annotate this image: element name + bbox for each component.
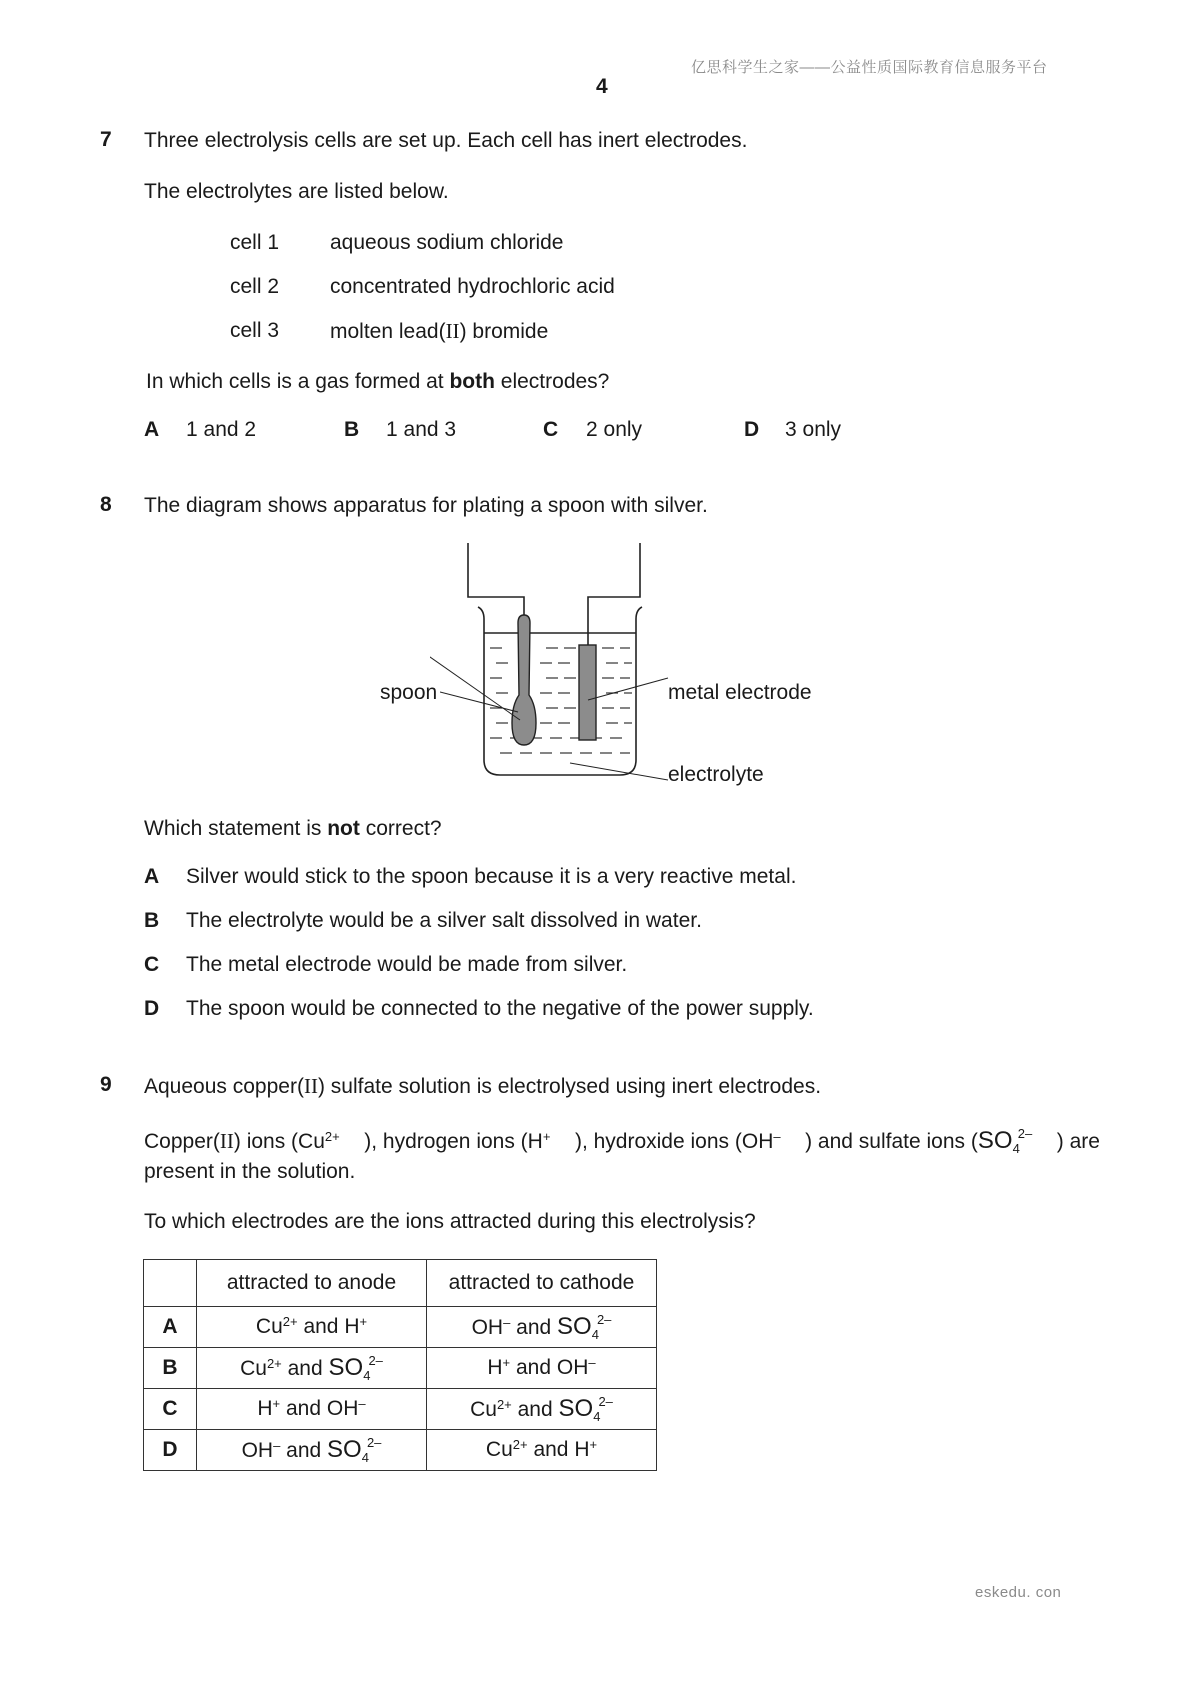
q8-option-b-letter: B xyxy=(144,909,160,932)
q9-question: To which electrodes are the ions attracted during this electrolysis? xyxy=(144,1210,756,1233)
row-c-cathode: $Cu^{2+}$ and $SO_4^{2-}$ xyxy=(427,1389,657,1430)
diagram-label-spoon: spoon xyxy=(380,681,438,704)
table-row xyxy=(144,1430,657,1471)
q8-option-a-text: Silver would stick to the spoon because it is a very reactive metal. xyxy=(186,865,797,888)
q7-option-a-text: 1 and 2 xyxy=(186,418,257,441)
row-letter-a: A xyxy=(144,1307,197,1348)
row-a-cathode: OH– and $SO_4^{2-}$ xyxy=(427,1307,657,1348)
question-number-7: 7 xyxy=(100,128,112,151)
table-header-anode: attracted to anode xyxy=(197,1260,427,1307)
q7-question: In which cells is a gas formed at both electrodes? xyxy=(146,370,610,393)
q8-option-d-text: The spoon would be connected to the negative of the power supply. xyxy=(186,997,814,1020)
q8-option-c-letter: C xyxy=(144,953,160,976)
row-c-anode: H+ and OH– xyxy=(197,1389,427,1430)
wire-right xyxy=(588,543,640,645)
q7-option-b-text: 1 and 3 xyxy=(386,418,457,441)
row-letter-b: B xyxy=(144,1348,197,1389)
q7-option-c-letter: C xyxy=(543,418,559,441)
footer-site-text: eskedu. con xyxy=(975,1584,1062,1601)
row-a-anode: $Cu^{2+}$ and H+ xyxy=(197,1307,427,1348)
q7-intro: The electrolytes are listed below. xyxy=(144,180,449,203)
q7-option-d-letter: D xyxy=(744,418,760,441)
diagram-label-electrolyte: electrolyte xyxy=(668,763,764,786)
question-number-8: 8 xyxy=(100,493,112,516)
table-row xyxy=(144,1348,657,1389)
header-site-text: 亿思科学生之家——公益性质国际教育信息服务平台 xyxy=(691,59,1048,76)
diagram-label-metal-electrode: metal electrode xyxy=(668,681,812,704)
q8-option-c-text: The metal electrode would be made from silver. xyxy=(186,953,628,976)
q8-option-b-text: The electrolyte would be a silver salt dissolved in water. xyxy=(186,909,702,932)
q9-ions-line-2: present in the solution. xyxy=(144,1160,356,1183)
electroplating-diagram xyxy=(430,535,670,785)
electrolyte-leader xyxy=(570,763,668,780)
q7-option-d-text: 3 only xyxy=(785,418,842,441)
q7-cell-3-text: molten lead(II) bromide xyxy=(330,319,549,343)
q8-question: Which statement is not correct? xyxy=(144,817,442,840)
q9-answer-table xyxy=(143,1259,657,1471)
q8-option-a-letter: A xyxy=(144,865,160,888)
question-number-9: 9 xyxy=(100,1073,112,1096)
metal-electrode-rect xyxy=(579,645,596,740)
q7-option-a-letter: A xyxy=(144,418,160,441)
table-header-cathode: attracted to cathode xyxy=(427,1260,657,1307)
q7-cell-1-label: cell 1 xyxy=(230,231,280,254)
q7-stem: Three electrolysis cells are set up. Each cell has inert electrodes. xyxy=(144,129,748,152)
q8-stem: The diagram shows apparatus for plating a spoon with silver. xyxy=(144,494,708,517)
row-b-cathode: H+ and OH– xyxy=(427,1348,657,1389)
q7-cell-1-text: aqueous sodium chloride xyxy=(330,231,564,254)
q7-cell-2-label: cell 2 xyxy=(230,275,280,298)
q9-stem: Aqueous copper(II) sulfate solution is electrolysed using inert electrodes. xyxy=(144,1074,822,1098)
table-header-empty xyxy=(144,1260,197,1307)
q9-ions-line-1: Copper(II) ions ($Cu^{2+}$ ), hydrogen ions (H+ ), hydroxide ions (OH– ) and sulfate ions ($SO_4^{2-}$ ) are xyxy=(144,1126,1100,1156)
q8-option-d-letter: D xyxy=(144,997,160,1020)
electrode-leader xyxy=(588,678,668,700)
row-b-anode: $Cu^{2+}$ and $SO_4^{2-}$ xyxy=(197,1348,427,1389)
spoon-leader-line xyxy=(440,690,520,730)
row-d-anode: OH– and $SO_4^{2-}$ xyxy=(197,1430,427,1471)
table-row xyxy=(144,1307,657,1348)
table-row xyxy=(144,1389,657,1430)
wire-left xyxy=(468,543,524,617)
q7-cell-3-label: cell 3 xyxy=(230,319,280,342)
table-header-row xyxy=(144,1260,657,1307)
q7-option-c-text: 2 only xyxy=(586,418,643,441)
row-d-cathode: $Cu^{2+}$ and H+ xyxy=(427,1430,657,1471)
row-letter-d: D xyxy=(144,1430,197,1471)
q7-option-b-letter: B xyxy=(344,418,360,441)
page-number: 4 xyxy=(596,75,608,98)
q7-cell-2-text: concentrated hydrochloric acid xyxy=(330,275,615,298)
row-letter-c: C xyxy=(144,1389,197,1430)
